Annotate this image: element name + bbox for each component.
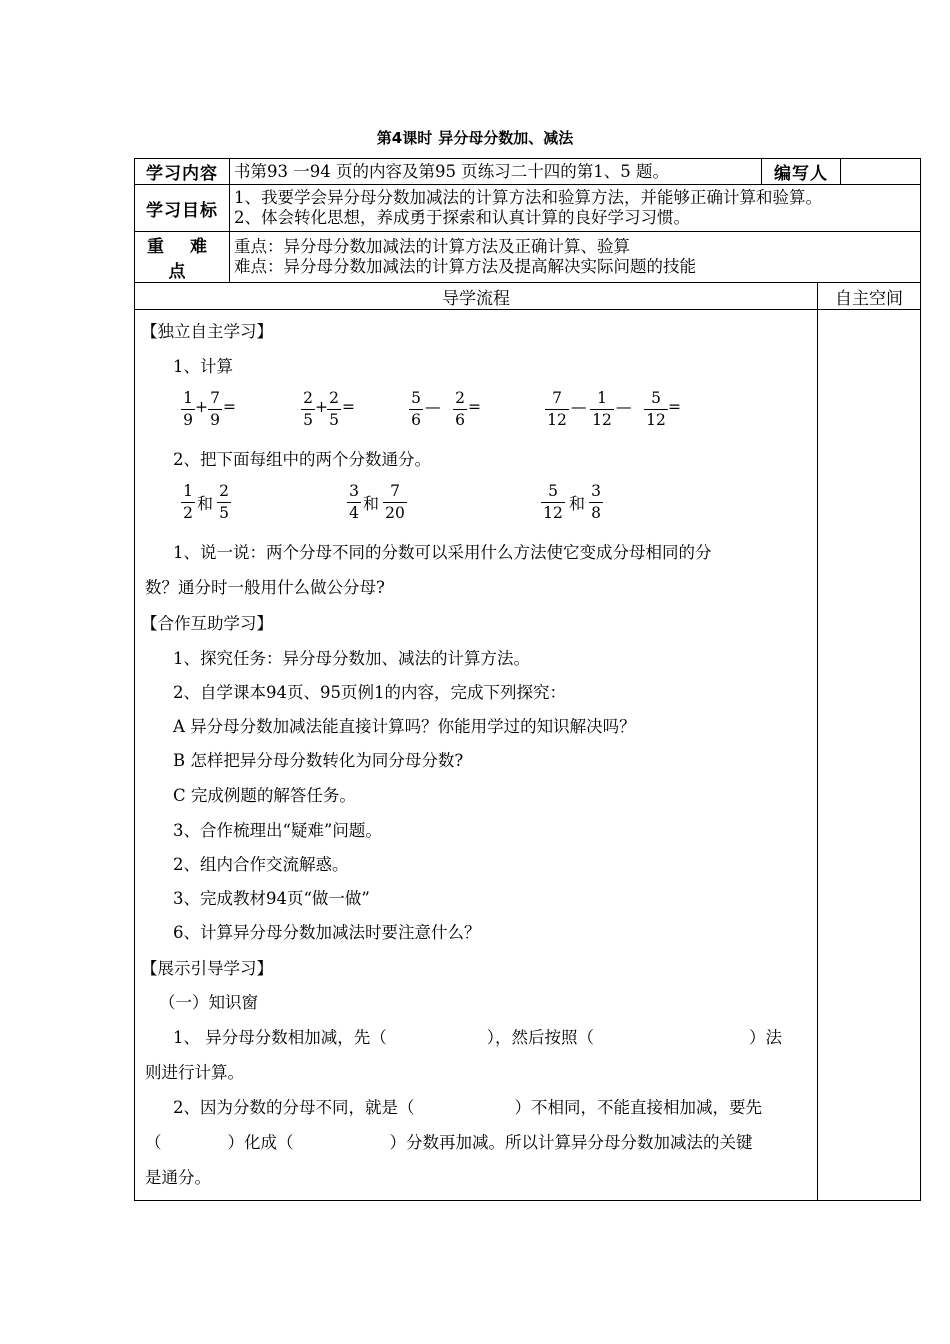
content-text: 书第93 一94 页的内容及第95 页练习二十四的第1、5 题。	[234, 161, 669, 181]
discussion-line-2: 数？通分时一般用什么做公分母?	[145, 578, 385, 597]
section-guided-title: 【展示引导学习】	[141, 959, 273, 978]
fraction: 1 9	[181, 389, 195, 430]
fraction: 3 4	[347, 482, 361, 523]
goals-label: 学习目标	[135, 185, 230, 232]
fraction: 2 5	[327, 389, 341, 430]
fraction: 1 2	[181, 482, 195, 523]
question-1-line-1: 1、 异分母分数相加减，先（ ），然后按照（ ）法	[173, 1028, 782, 1047]
knowledge-window-title: （一）知识窗	[159, 993, 258, 1012]
calc-label: 1、计算	[173, 357, 233, 376]
and-word: 和	[569, 494, 586, 513]
lesson-topic: 异分母分数加、减法	[438, 129, 574, 147]
fraction: 5 12	[644, 389, 668, 430]
flow-header: 导学流程	[135, 283, 818, 310]
and-word: 和	[197, 494, 214, 513]
discussion-line-1: 1、说一说：两个分母不同的分数可以采用什么方法使它变成分母相同的分	[173, 543, 712, 562]
coop-item: C 完成例题的解答任务。	[173, 786, 356, 805]
question-2-line-2: （ ）化成（ ）分数再加减。所以计算异分母分数加减法的关键	[145, 1133, 753, 1152]
coop-item: 6、计算异分母分数加减法时要注意什么？	[173, 923, 481, 942]
equals-sign: =	[223, 398, 236, 416]
fraction: 2 5	[217, 482, 231, 523]
content-label: 学习内容	[135, 159, 230, 185]
coop-item: A 异分母分数加减法能直接计算吗？你能用学过的知识解决吗？	[173, 717, 636, 736]
fraction: 5 12	[541, 482, 565, 523]
plus-sign: +	[195, 398, 208, 416]
section-cooperative-title: 【合作互助学习】	[141, 614, 273, 633]
goal-2: 2、体会转化思想，养成勇于探索和认真计算的良好学习习惯。	[234, 208, 690, 227]
coop-item: 1、探究任务：异分母分数加、减法的计算方法。	[173, 649, 530, 668]
page-title	[0, 127, 950, 148]
keypoint-1: 重点：异分母分数加减法的计算方法及正确计算、验算	[234, 237, 630, 256]
flow-content	[135, 310, 818, 1201]
coop-item: 3、合作梳理出“疑难”问题。	[173, 821, 382, 840]
author-label: 编写人	[762, 159, 841, 185]
coop-item: 2、自学课本94页、95页例1的内容，完成下列探究：	[173, 683, 566, 702]
minus-sign: —	[616, 398, 632, 416]
plus-sign: +	[315, 398, 328, 416]
coop-item: B 怎样把异分母分数转化为同分母分数?	[173, 751, 464, 770]
keypoint-label: 重 难 点	[135, 232, 230, 283]
fraction: 5 6	[409, 389, 423, 430]
fraction: 7 9	[208, 389, 222, 430]
equals-sign: =	[668, 398, 681, 416]
fraction: 7 12	[545, 389, 569, 430]
goal-1: 1、我要学会异分母分数加减法的计算方法和验算方法，并能够正确计算和验算。	[234, 188, 822, 207]
section-independent-title: 【独立自主学习】	[141, 322, 273, 341]
minus-sign: —	[571, 398, 587, 416]
coop-item: 3、完成教材94页“做一做”	[173, 889, 370, 908]
fraction: 2 6	[453, 389, 467, 430]
and-word: 和	[363, 494, 380, 513]
author-value	[841, 159, 921, 185]
lesson-plan-table	[134, 158, 921, 1201]
coop-item: 2、组内合作交流解惑。	[173, 855, 349, 874]
fraction: 7 20	[383, 482, 407, 523]
common-denominator-label: 2、把下面每组中的两个分数通分。	[173, 450, 431, 469]
equals-sign: =	[468, 398, 481, 416]
question-2-line-1: 2、因为分数的分母不同，就是（ ）不相同，不能直接相加减，要先	[173, 1098, 762, 1117]
self-space-area[interactable]	[818, 310, 921, 1201]
lesson-number: 第4课时	[376, 129, 433, 147]
question-2-line-3: 是通分。	[145, 1168, 211, 1187]
question-1-line-2: 则进行计算。	[145, 1063, 244, 1082]
fraction: 3 8	[589, 482, 603, 523]
keypoint-2: 难点：异分母分数加减法的计算方法及提高解决实际问题的技能	[234, 257, 696, 276]
space-header: 自主空间	[818, 283, 921, 310]
equals-sign: =	[342, 398, 355, 416]
minus-sign: —	[425, 398, 441, 416]
fraction: 2 5	[301, 389, 315, 430]
fraction: 1 12	[590, 389, 614, 430]
